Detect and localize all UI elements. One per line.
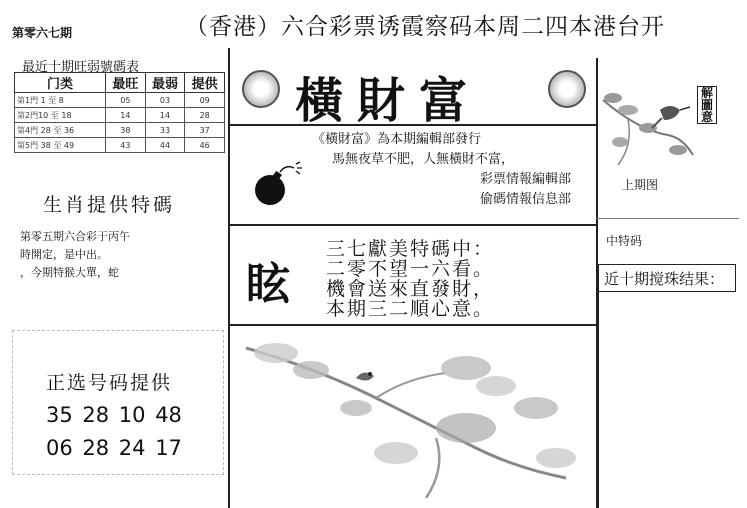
page-headline: （香港）六合彩票诱霞察码本周二四本港台开 (185, 14, 665, 40)
zodiac-text (20, 228, 220, 282)
coin-emblem-icon (242, 70, 280, 108)
cold-value: 44 (145, 138, 185, 153)
poem-line-3: 機會送來直發財， (326, 278, 495, 300)
table-row (15, 123, 225, 138)
zodiac-line: 第零五期六合彩于丙午 (20, 230, 130, 243)
hot-value: 14 (106, 108, 146, 123)
row-label: 第4門 28 至 36 (15, 123, 106, 138)
row-label: 第2門10 至 18 (15, 108, 106, 123)
offer-value: 28 (185, 108, 225, 123)
cold-value: 14 (145, 108, 185, 123)
table-row (15, 108, 225, 123)
poem-key-character: 眩 (246, 259, 290, 310)
solve-picture-label: 解圖意 (697, 86, 717, 124)
poem-line-2: 二零不望一六看。 (326, 258, 495, 280)
cold-value: 03 (145, 93, 185, 108)
poem-line-1: 三七獻美特碼中： (326, 238, 495, 260)
recent-results-label: 近十期搅珠结果： (604, 270, 725, 288)
table-row (15, 138, 225, 153)
zodiac-title: 生肖提供特碼 (43, 194, 176, 216)
hot-value: 43 (106, 138, 146, 153)
hot-value: 05 (106, 93, 146, 108)
coin-emblem-icon (548, 70, 586, 108)
stats-header-row (15, 73, 225, 93)
stats-table-title: 最近十期旺弱號碼表 (22, 60, 140, 75)
issue-number: 第零六七期 (12, 26, 73, 40)
stats-col-category: 门类 (15, 73, 106, 93)
hot-value: 38 (106, 123, 146, 138)
poem-line-4: 本期三二順心意。 (326, 298, 495, 320)
picks-row-2: 06 28 24 17 (46, 436, 182, 460)
stats-col-hot: 最旺 (106, 73, 146, 93)
stats-col-offer: 提供 (185, 73, 225, 93)
special-code-label: 中特码 (606, 234, 643, 248)
bomb-icon (250, 160, 310, 210)
flower-branch-illustration (236, 328, 586, 503)
notes-line-2: 馬無夜草不肥，人無橫財不富， (332, 152, 515, 167)
offer-value: 09 (185, 93, 225, 108)
notes-line-1: 《橫財富》為本期編輯部發行 (312, 132, 482, 147)
table-row (15, 93, 225, 108)
offer-value: 46 (185, 138, 225, 153)
stats-table (14, 72, 225, 153)
notes-line-4: 偷碼情報信息部 (480, 192, 572, 207)
zodiac-line: ，今期特猴大單，蛇 (20, 266, 119, 279)
zodiac-line: 時開定，是中出。 (20, 248, 108, 261)
picks-title: 正选号码提供 (46, 372, 173, 394)
previous-picture-label: 上期图 (622, 178, 659, 192)
cold-value: 33 (145, 123, 185, 138)
row-label: 第5門 38 至 49 (15, 138, 106, 153)
brand-title: 橫財富 (295, 73, 482, 129)
picks-row-1: 35 28 10 48 (46, 403, 182, 427)
bird-on-branch-illustration (598, 80, 698, 170)
stats-col-cold: 最弱 (145, 73, 185, 93)
notes-line-3: 彩票情報編輯部 (480, 172, 572, 187)
recent-results-area (598, 292, 740, 508)
row-label: 第1門 1 至 8 (15, 93, 106, 108)
offer-value: 37 (185, 123, 225, 138)
